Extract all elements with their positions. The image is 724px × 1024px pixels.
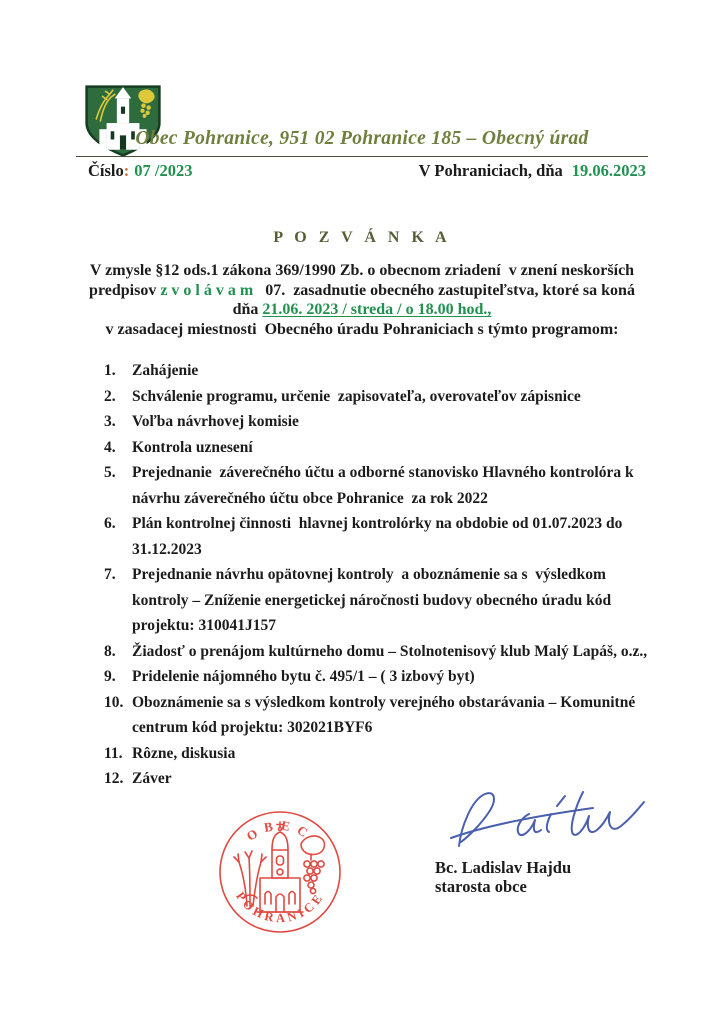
agenda-item-number: 9. [104,668,116,685]
place-and-date [419,161,646,181]
mayor-signature [445,784,652,860]
signer-name: Bc. Ladislav Hajdu [435,858,572,877]
place-label: V Pohraniciach, dňa [418,161,563,180]
agenda-item [104,409,649,435]
agenda-item-text: Prejednanie záverečného účtu a odborné stanovisko Hlavného kontrolóra k návrhu záverečného účtu obce Pohranice za rok 2022 [132,464,638,507]
agenda-item-text: Oboznámenie sa s výsledkom kontroly verejného obstarávania – Komunitné centrum kód projektu: 302021BYF6 [132,693,640,736]
agenda-item-text: Rôzne, diskusia [132,744,236,762]
stamp-top-text: OBEC [243,817,317,844]
intro-line-3-pre: dňa [232,301,263,318]
date-value: 19.06.2023 [571,161,646,180]
stamp-grapes-icon [301,836,324,894]
convene-word: z v o l á v a m [160,281,254,299]
agenda-item-number: 12. [104,770,124,787]
agenda-item-text: Plán kontrolnej činnosti hlavnej kontrolórky na obdobie od 01.07.2023 do 31.12.2023 [132,515,627,558]
agenda-item-text: Zahájenie [132,362,199,379]
intro-paragraph [62,261,662,339]
agenda-item-number: 1. [104,362,116,379]
agenda-item-number: 10. [104,693,124,711]
number-colon: : [123,161,130,180]
intro-line-2 [62,281,662,301]
agenda-item [104,384,649,410]
agenda-item [104,562,649,639]
agenda-item-text: Kontrola uznesení [132,438,253,456]
agenda-item-text: Žiadosť o prenájom kultúrneho domu – Stolnotenisový klub Malý Lapáš, o.z., [132,642,648,660]
agenda-item-number: 2. [104,387,116,405]
agenda-item-text: Voľba návrhovej komisie [132,413,299,430]
number-label: Číslo [88,161,124,180]
agenda-item-number: 4. [104,438,116,456]
number-value: 07 /2023 [134,161,193,180]
letterhead-title: Obec Pohranice, 951 02 Pohranice 185 – Obecný úrad [135,128,589,149]
agenda-item [104,690,649,741]
agenda-list [104,358,649,792]
stamp-bottom-text: POHRANICE [233,889,327,926]
agenda-item [104,664,649,690]
document-number [88,161,192,181]
intro-line-2-post: 07. zasadnutie obecného zastupiteľstva, ktoré sa koná [253,281,635,299]
agenda-item-number: 5. [104,464,116,481]
signer-block [435,858,571,896]
intro-line-1: V zmysle §12 ods.1 zákona 369/1990 Zb. o obecnom zriadení v znení neskorších [89,262,635,279]
agenda-item-number: 7. [104,566,116,583]
document-title: P O Z V Á N K A [273,229,451,246]
meeting-datetime: 21.06. 2023 / streda / o 18.00 hod., [262,301,492,318]
municipal-stamp [212,800,348,942]
agenda-item-text: Záver [132,770,172,787]
intro-line-4: v zasadacej miestnosti Obecného úradu Pohraniciach s týmto programom: [105,320,619,338]
agenda-item-number: 3. [104,413,116,430]
agenda-item-text: Schválenie programu, určenie zapisovateľa, overovateľov zápisnice [132,387,581,405]
signer-role: starosta obce [435,877,527,896]
agenda-item [104,435,649,461]
agenda-item-text: Pridelenie nájomného bytu č. 495/1 – ( 3 izbový byt) [132,668,475,685]
agenda-item-number: 6. [104,515,116,532]
agenda-item [104,460,649,511]
agenda-item-number: 11. [104,744,123,762]
intro-line-2-pre: predpisov [89,281,161,299]
agenda-item [104,358,649,384]
agenda-item [104,639,649,665]
agenda-item-number: 8. [104,642,116,660]
intro-line-3 [62,300,662,320]
agenda-item-text: Prejednanie návrhu opätovnej kontroly a oboznámenie sa s výsledkom kontroly – Zníženie energetickej náročnosti budovy obecného úradu kód projektu: 310041J157 [132,566,615,634]
agenda-item [104,741,649,767]
header-divider [76,156,648,157]
agenda-item [104,511,649,562]
